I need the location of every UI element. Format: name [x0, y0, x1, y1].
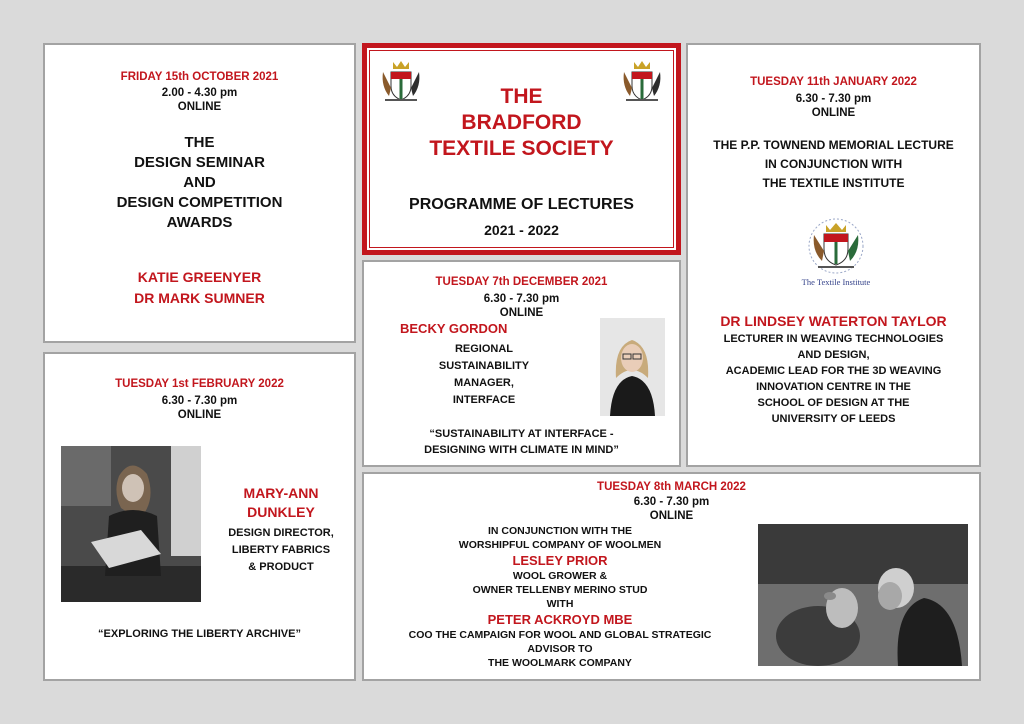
panel-october — [43, 43, 356, 343]
december-role-line: SUSTAINABILITY — [438, 360, 530, 372]
february-speaker-line: DUNKLEY — [247, 504, 315, 520]
society-title — [367, 84, 676, 162]
february-role-line: LIBERTY FABRICS — [231, 544, 331, 556]
textile-institute-logo — [796, 217, 876, 289]
march-date: TUESDAY 8th MARCH 2022 — [597, 481, 746, 493]
january-role-line: AND DESIGN, — [797, 349, 870, 361]
february-role-line: DESIGN DIRECTOR, — [228, 527, 334, 539]
january-mode: ONLINE — [811, 107, 856, 119]
january-role-line: LECTURER IN WEAVING TECHNOLOGIES — [723, 333, 944, 345]
portrait-icon — [600, 318, 665, 416]
december-talk — [364, 426, 679, 458]
programme-heading: PROGRAMME OF LECTURES — [409, 196, 634, 213]
october-speaker: KATIE GREENYER — [137, 269, 262, 285]
october-title-line: AWARDS — [166, 214, 233, 231]
panel-december — [362, 260, 681, 467]
october-title-line: AND — [183, 174, 216, 191]
panel-march — [362, 472, 981, 681]
october-date: FRIDAY 15th OCTOBER 2021 — [120, 71, 279, 83]
february-date: TUESDAY 1st FEBRUARY 2022 — [115, 378, 284, 390]
society-title-line: BRADFORD — [461, 111, 582, 134]
october-title-line: DESIGN SEMINAR — [134, 154, 265, 171]
march-speaker-1-line: OWNER TELLENBY MERINO STUD — [472, 584, 648, 596]
january-role-line: UNIVERSITY OF LEEDS — [771, 413, 896, 425]
january-title-line: IN CONJUNCTION WITH — [764, 157, 903, 171]
programme-years: 2021 - 2022 — [484, 222, 559, 238]
february-speaker — [211, 484, 351, 522]
textile-institute-crest-icon — [796, 217, 876, 275]
february-role-line: & PRODUCT — [248, 561, 314, 573]
december-talk-line: DESIGNING WITH CLIMATE IN MIND” — [424, 444, 619, 456]
december-mode: ONLINE — [499, 307, 544, 319]
becky-gordon-photo — [600, 318, 665, 416]
october-speakers — [45, 267, 354, 309]
society-title-line: TEXTILE SOCIETY — [429, 137, 614, 160]
february-talk: “EXPLORING THE LIBERTY ARCHIVE” — [98, 628, 301, 640]
january-title — [688, 136, 979, 193]
october-title-line: THE — [184, 134, 215, 151]
october-time: 2.00 - 4.30 pm — [161, 87, 238, 99]
october-speaker: DR MARK SUMNER — [134, 290, 265, 306]
march-intro-line: WORSHIPFUL COMPANY OF WOOLMEN — [458, 539, 662, 551]
portrait-icon — [758, 524, 968, 666]
march-speaker-2: PETER ACKROYD MBE — [487, 612, 633, 627]
sheep-and-man-photo — [758, 524, 968, 666]
january-title-line: THE TEXTILE INSTITUTE — [762, 176, 905, 190]
december-talk-line: “SUSTAINABILITY AT INTERFACE - — [429, 428, 614, 440]
january-role-line: INNOVATION CENTRE IN THE — [756, 381, 911, 393]
december-time: 6.30 - 7.30 pm — [483, 293, 560, 305]
panel-february — [43, 352, 356, 681]
february-mode: ONLINE — [177, 409, 222, 421]
january-role — [688, 331, 979, 427]
february-time: 6.30 - 7.30 pm — [161, 395, 238, 407]
panel-header — [362, 43, 681, 255]
march-details — [380, 524, 740, 670]
mary-ann-dunkley-photo — [61, 446, 201, 602]
january-role-line: SCHOOL OF DESIGN AT THE — [757, 397, 910, 409]
january-speaker: DR LINDSEY WATERTON TAYLOR — [720, 313, 947, 329]
february-role — [211, 525, 351, 576]
december-role-line: INTERFACE — [452, 394, 516, 406]
october-title-line: DESIGN COMPETITION — [116, 194, 283, 211]
march-speaker-2-line: THE WOOLMARK COMPANY — [488, 657, 632, 669]
portrait-icon — [61, 446, 201, 602]
january-time: 6.30 - 7.30 pm — [795, 93, 872, 105]
january-date: TUESDAY 11th JANUARY 2022 — [750, 76, 917, 88]
march-speaker-2-line: COO THE CAMPAIGN FOR WOOL AND GLOBAL STRATEGIC — [408, 629, 712, 641]
december-role-line: MANAGER, — [454, 377, 514, 389]
march-speaker-1-line: WITH — [546, 598, 574, 610]
textile-institute-name: The Textile Institute — [801, 277, 871, 287]
march-mode: ONLINE — [649, 510, 694, 522]
march-time: 6.30 - 7.30 pm — [633, 496, 710, 508]
october-mode: ONLINE — [177, 101, 222, 113]
october-title — [45, 133, 354, 233]
march-intro-line: IN CONJUNCTION WITH THE — [487, 525, 633, 537]
march-speaker-1-line: WOOL GROWER & — [512, 570, 608, 582]
society-title-line: THE — [500, 85, 543, 108]
panel-january — [686, 43, 981, 467]
january-role-line: ACADEMIC LEAD FOR THE 3D WEAVING — [725, 365, 942, 377]
december-date: TUESDAY 7th DECEMBER 2021 — [435, 276, 608, 288]
february-speaker-line: MARY-ANN — [243, 485, 319, 501]
january-title-line: THE P.P. TOWNEND MEMORIAL LECTURE — [713, 138, 954, 152]
december-role — [404, 341, 564, 409]
december-role-line: REGIONAL — [454, 343, 514, 355]
march-speaker-2-line: ADVISOR TO — [527, 643, 593, 655]
december-speaker: BECKY GORDON — [400, 321, 508, 336]
march-speaker-1: LESLEY PRIOR — [512, 553, 608, 568]
